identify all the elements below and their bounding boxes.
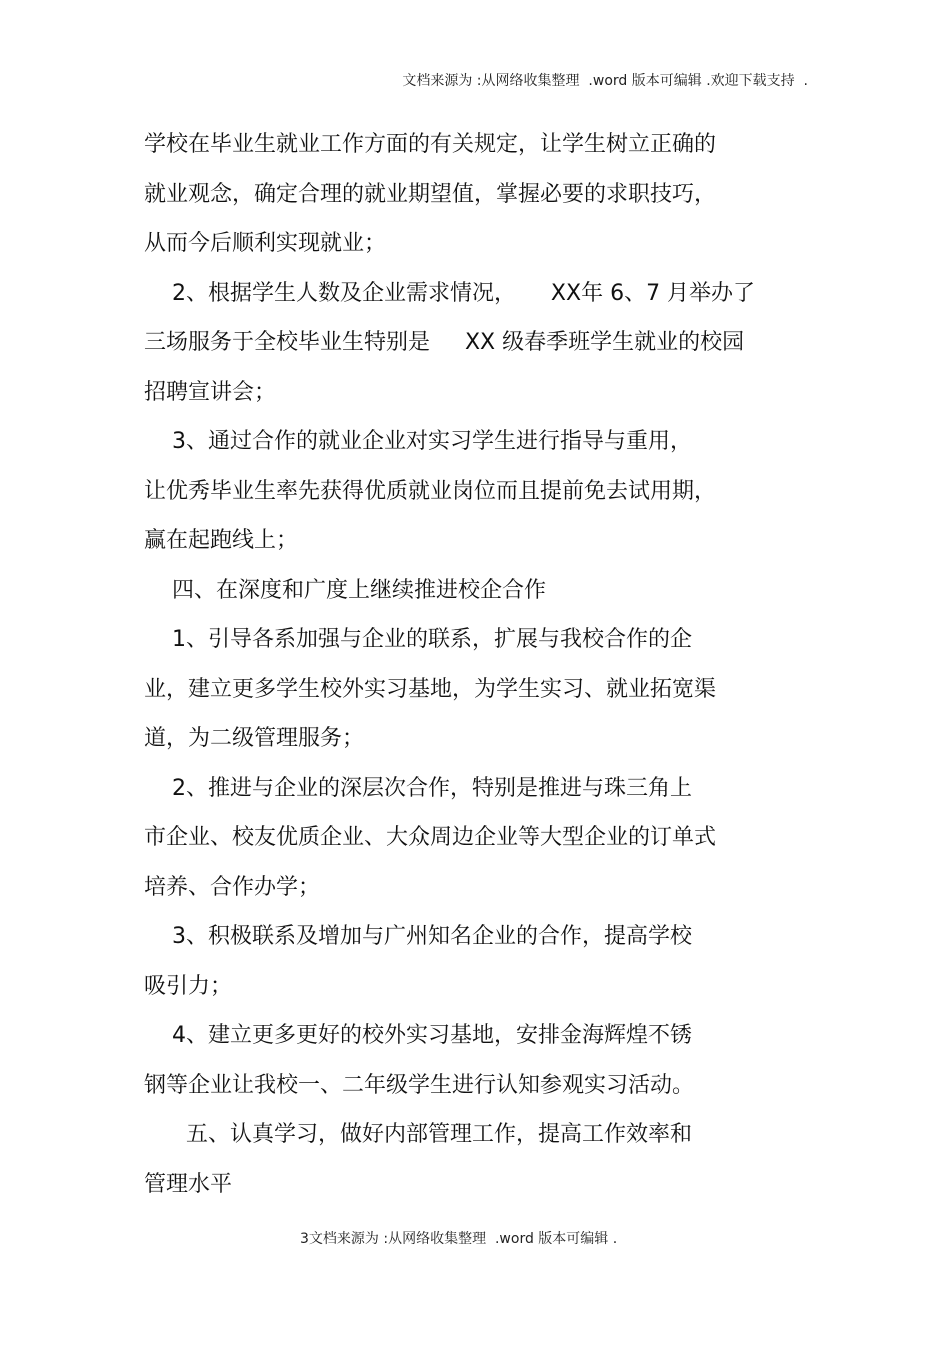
text-line: 让优秀毕业生率先获得优质就业岗位而且提前免去试用期， xyxy=(144,478,717,504)
text-line: 就业观念，确定合理的就业期望值，掌握必要的求职技巧， xyxy=(144,181,717,207)
text-line: 培养、合作办学； xyxy=(144,874,321,900)
text-line: 2、根据学生人数及企业需求情况， XX年 6、7 月举办了 xyxy=(144,280,756,306)
text-line: 1、引导各系加强与企业的联系，扩展与我校合作的企 xyxy=(144,627,692,652)
text-line: 道，为二级管理服务； xyxy=(144,726,365,751)
text-line: 管理水平 xyxy=(144,1171,233,1197)
section-heading: 五、认真学习，做好内部管理工作，提高工作效率和 xyxy=(144,1122,692,1147)
text-line: 吸引力； xyxy=(144,973,233,999)
text-line: 赢在起跑线上； xyxy=(144,528,299,553)
text-line: 从而今后顺利实现就业； xyxy=(144,231,387,256)
text-line: 业，建立更多学生校外实习基地，为学生实习、就业拓宽渠 xyxy=(144,676,717,702)
document-body xyxy=(144,120,824,1209)
text-line: 三场服务于全校毕业生特别是 XX 级春季班学生就业的校园 xyxy=(144,330,745,355)
page-header: 文档来源为 :从网络收集整理 .word 版本可编辑 .欢迎下载支持 . xyxy=(402,73,808,89)
text-line: 3、积极联系及增加与广州知名企业的合作，提高学校 xyxy=(144,924,692,949)
text-line: 4、建立更多更好的校外实习基地，安排金海辉煌不锈 xyxy=(144,1023,692,1048)
page-footer: 3文档来源为 :从网络收集整理 .word 版本可编辑 . xyxy=(300,1231,618,1247)
text-line: 3、通过合作的就业企业对实习学生进行指导与重用， xyxy=(144,429,692,454)
section-heading: 四、在深度和广度上继续推进校企合作 xyxy=(144,577,546,603)
text-line: 招聘宣讲会； xyxy=(144,379,277,405)
text-line: 2、推进与企业的深层次合作，特别是推进与珠三角上 xyxy=(144,775,692,801)
text-line: 市企业、校友优质企业、大众周边企业等大型企业的订单式 xyxy=(144,825,717,850)
text-line: 钢等企业让我校一、二年级学生进行认知参观实习活动。 xyxy=(144,1072,695,1098)
text-line: 学校在毕业生就业工作方面的有关规定，让学生树立正确的 xyxy=(144,132,717,157)
